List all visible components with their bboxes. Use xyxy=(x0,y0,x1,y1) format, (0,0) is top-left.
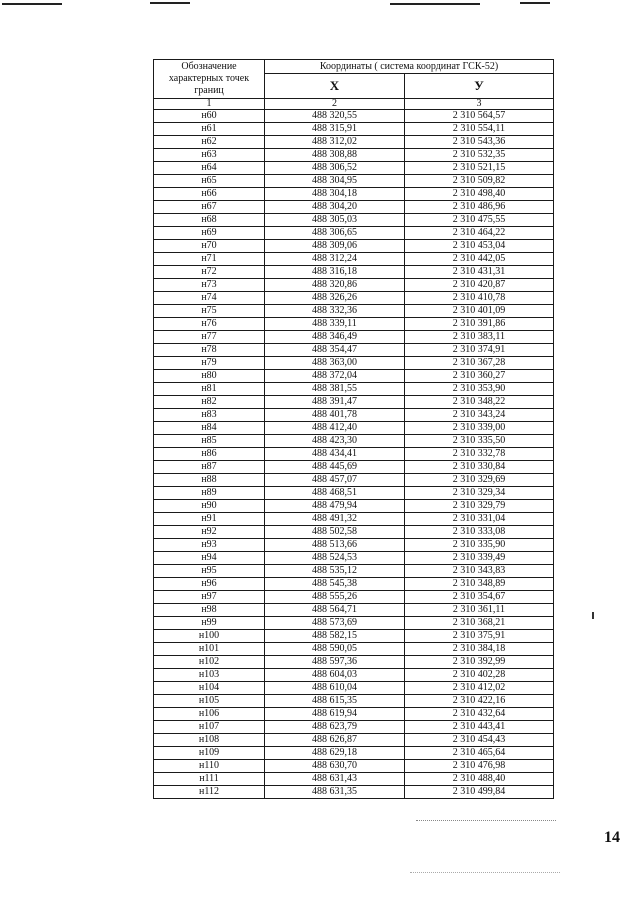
y-coordinate-cell: 2 310 499,84 xyxy=(405,786,554,799)
x-coordinate-cell: 488 309,06 xyxy=(265,240,405,253)
table-row xyxy=(154,240,554,253)
point-designation-cell: н85 xyxy=(154,435,265,448)
table-row xyxy=(154,552,554,565)
y-coordinate-cell: 2 310 442,05 xyxy=(405,253,554,266)
table-row xyxy=(154,526,554,539)
x-coordinate-cell: 488 491,32 xyxy=(265,513,405,526)
coordinates-table-body xyxy=(154,110,554,799)
table-row xyxy=(154,409,554,422)
y-coordinate-cell: 2 310 392,99 xyxy=(405,656,554,669)
y-coordinate-cell: 2 310 453,04 xyxy=(405,240,554,253)
table-row xyxy=(154,656,554,669)
point-designation-cell: н64 xyxy=(154,162,265,175)
y-coordinate-cell: 2 310 353,90 xyxy=(405,383,554,396)
x-coordinate-cell: 488 320,86 xyxy=(265,279,405,292)
point-designation-cell: н72 xyxy=(154,266,265,279)
x-coordinate-cell: 488 332,36 xyxy=(265,305,405,318)
y-coordinate-cell: 2 310 374,91 xyxy=(405,344,554,357)
point-designation-cell: н106 xyxy=(154,708,265,721)
y-coordinate-cell: 2 310 454,43 xyxy=(405,734,554,747)
x-coordinate-cell: 488 623,79 xyxy=(265,721,405,734)
table-row xyxy=(154,383,554,396)
x-coordinate-cell: 488 615,35 xyxy=(265,695,405,708)
x-coordinate-cell: 488 445,69 xyxy=(265,461,405,474)
x-coordinate-cell: 488 513,66 xyxy=(265,539,405,552)
table-row xyxy=(154,539,554,552)
x-coordinate-cell: 488 381,55 xyxy=(265,383,405,396)
y-coordinate-cell: 2 310 431,31 xyxy=(405,266,554,279)
y-coordinate-cell: 2 310 339,00 xyxy=(405,422,554,435)
x-coordinate-cell: 488 631,43 xyxy=(265,773,405,786)
y-coordinate-cell: 2 310 333,08 xyxy=(405,526,554,539)
header-point-designation: Обозначение характерных точек границ xyxy=(154,60,265,99)
x-coordinate-cell: 488 629,18 xyxy=(265,747,405,760)
y-coordinate-cell: 2 310 420,87 xyxy=(405,279,554,292)
table-row xyxy=(154,266,554,279)
table-row xyxy=(154,227,554,240)
table-row xyxy=(154,279,554,292)
y-coordinate-cell: 2 310 335,90 xyxy=(405,539,554,552)
x-coordinate-cell: 488 573,69 xyxy=(265,617,405,630)
y-coordinate-cell: 2 310 368,21 xyxy=(405,617,554,630)
y-coordinate-cell: 2 310 422,16 xyxy=(405,695,554,708)
table-row xyxy=(154,760,554,773)
point-designation-cell: н99 xyxy=(154,617,265,630)
page-number: 14 xyxy=(604,829,620,846)
x-coordinate-cell: 488 610,04 xyxy=(265,682,405,695)
x-coordinate-cell: 488 372,04 xyxy=(265,370,405,383)
table-row xyxy=(154,578,554,591)
y-coordinate-cell: 2 310 335,50 xyxy=(405,435,554,448)
point-designation-cell: н97 xyxy=(154,591,265,604)
x-coordinate-cell: 488 434,41 xyxy=(265,448,405,461)
table-row xyxy=(154,149,554,162)
table-row xyxy=(154,630,554,643)
x-coordinate-cell: 488 304,95 xyxy=(265,175,405,188)
x-coordinate-cell: 488 564,71 xyxy=(265,604,405,617)
y-coordinate-cell: 2 310 412,02 xyxy=(405,682,554,695)
point-designation-cell: н100 xyxy=(154,630,265,643)
scan-speck xyxy=(150,2,190,4)
point-designation-cell: н81 xyxy=(154,383,265,396)
point-designation-cell: н90 xyxy=(154,500,265,513)
point-designation-cell: н66 xyxy=(154,188,265,201)
table-row xyxy=(154,110,554,123)
y-coordinate-cell: 2 310 486,96 xyxy=(405,201,554,214)
table-row xyxy=(154,669,554,682)
table-row xyxy=(154,357,554,370)
point-designation-cell: н91 xyxy=(154,513,265,526)
scan-artifact-top xyxy=(0,0,640,12)
table-row xyxy=(154,643,554,656)
column-number: 3 xyxy=(405,99,554,110)
x-coordinate-cell: 488 304,20 xyxy=(265,201,405,214)
point-designation-cell: н105 xyxy=(154,695,265,708)
x-coordinate-cell: 488 630,70 xyxy=(265,760,405,773)
y-coordinate-cell: 2 310 331,04 xyxy=(405,513,554,526)
table-row xyxy=(154,370,554,383)
table-row xyxy=(154,734,554,747)
point-designation-cell: н86 xyxy=(154,448,265,461)
y-coordinate-cell: 2 310 443,41 xyxy=(405,721,554,734)
y-coordinate-cell: 2 310 543,36 xyxy=(405,136,554,149)
coordinates-table xyxy=(153,59,554,799)
point-designation-cell: н98 xyxy=(154,604,265,617)
table-row xyxy=(154,565,554,578)
point-designation-cell: н61 xyxy=(154,123,265,136)
table-row xyxy=(154,136,554,149)
y-coordinate-cell: 2 310 384,18 xyxy=(405,643,554,656)
x-coordinate-cell: 488 545,38 xyxy=(265,578,405,591)
y-coordinate-cell: 2 310 464,22 xyxy=(405,227,554,240)
point-designation-cell: н78 xyxy=(154,344,265,357)
x-coordinate-cell: 488 363,00 xyxy=(265,357,405,370)
point-designation-cell: н76 xyxy=(154,318,265,331)
scan-speck xyxy=(520,2,550,4)
x-coordinate-cell: 488 535,12 xyxy=(265,565,405,578)
x-coordinate-cell: 488 305,03 xyxy=(265,214,405,227)
point-designation-cell: н107 xyxy=(154,721,265,734)
table-row xyxy=(154,591,554,604)
point-designation-cell: н67 xyxy=(154,201,265,214)
x-coordinate-cell: 488 354,47 xyxy=(265,344,405,357)
table-row xyxy=(154,487,554,500)
table-row xyxy=(154,461,554,474)
x-coordinate-cell: 488 582,15 xyxy=(265,630,405,643)
point-designation-cell: н71 xyxy=(154,253,265,266)
point-designation-cell: н95 xyxy=(154,565,265,578)
point-designation-cell: н70 xyxy=(154,240,265,253)
table-row xyxy=(154,344,554,357)
table-row xyxy=(154,448,554,461)
y-coordinate-cell: 2 310 343,83 xyxy=(405,565,554,578)
table-row xyxy=(154,292,554,305)
table-row xyxy=(154,682,554,695)
point-designation-cell: н84 xyxy=(154,422,265,435)
y-coordinate-cell: 2 310 329,34 xyxy=(405,487,554,500)
y-coordinate-cell: 2 310 488,40 xyxy=(405,773,554,786)
y-coordinate-cell: 2 310 432,64 xyxy=(405,708,554,721)
y-coordinate-cell: 2 310 509,82 xyxy=(405,175,554,188)
table-row xyxy=(154,500,554,513)
y-coordinate-cell: 2 310 465,64 xyxy=(405,747,554,760)
y-coordinate-cell: 2 310 339,49 xyxy=(405,552,554,565)
x-coordinate-cell: 488 604,03 xyxy=(265,669,405,682)
table-row xyxy=(154,474,554,487)
table-row xyxy=(154,162,554,175)
point-designation-cell: н93 xyxy=(154,539,265,552)
x-coordinate-cell: 488 315,91 xyxy=(265,123,405,136)
column-number: 1 xyxy=(154,99,265,110)
table-row xyxy=(154,201,554,214)
table-row xyxy=(154,253,554,266)
point-designation-cell: н73 xyxy=(154,279,265,292)
y-coordinate-cell: 2 310 475,55 xyxy=(405,214,554,227)
x-coordinate-cell: 488 457,07 xyxy=(265,474,405,487)
x-coordinate-cell: 488 468,51 xyxy=(265,487,405,500)
y-coordinate-cell: 2 310 329,79 xyxy=(405,500,554,513)
point-designation-cell: н75 xyxy=(154,305,265,318)
table-row xyxy=(154,422,554,435)
point-designation-cell: н92 xyxy=(154,526,265,539)
point-designation-cell: н108 xyxy=(154,734,265,747)
point-designation-cell: н79 xyxy=(154,357,265,370)
y-coordinate-cell: 2 310 375,91 xyxy=(405,630,554,643)
y-coordinate-cell: 2 310 564,57 xyxy=(405,110,554,123)
y-coordinate-cell: 2 310 348,89 xyxy=(405,578,554,591)
table-row xyxy=(154,604,554,617)
table-row xyxy=(154,773,554,786)
table-row xyxy=(154,331,554,344)
x-coordinate-cell: 488 524,53 xyxy=(265,552,405,565)
scan-artifact-mark xyxy=(592,612,594,619)
x-coordinate-cell: 488 423,30 xyxy=(265,435,405,448)
x-coordinate-cell: 488 339,11 xyxy=(265,318,405,331)
table-row xyxy=(154,747,554,760)
table-row xyxy=(154,396,554,409)
scan-speck xyxy=(2,3,62,5)
point-designation-cell: н60 xyxy=(154,110,265,123)
y-coordinate-cell: 2 310 360,27 xyxy=(405,370,554,383)
y-coordinate-cell: 2 310 476,98 xyxy=(405,760,554,773)
x-coordinate-cell: 488 479,94 xyxy=(265,500,405,513)
x-coordinate-cell: 488 304,18 xyxy=(265,188,405,201)
point-designation-cell: н109 xyxy=(154,747,265,760)
y-coordinate-cell: 2 310 367,28 xyxy=(405,357,554,370)
x-coordinate-cell: 488 346,49 xyxy=(265,331,405,344)
scan-artifact-line xyxy=(410,872,560,873)
x-coordinate-cell: 488 502,58 xyxy=(265,526,405,539)
point-designation-cell: н96 xyxy=(154,578,265,591)
x-coordinate-cell: 488 308,88 xyxy=(265,149,405,162)
y-coordinate-cell: 2 310 498,40 xyxy=(405,188,554,201)
y-coordinate-cell: 2 310 554,11 xyxy=(405,123,554,136)
table-row xyxy=(154,318,554,331)
x-coordinate-cell: 488 391,47 xyxy=(265,396,405,409)
x-coordinate-cell: 488 320,55 xyxy=(265,110,405,123)
y-coordinate-cell: 2 310 329,69 xyxy=(405,474,554,487)
y-coordinate-cell: 2 310 361,11 xyxy=(405,604,554,617)
x-coordinate-cell: 488 401,78 xyxy=(265,409,405,422)
point-designation-cell: н110 xyxy=(154,760,265,773)
header-coordinate-system: Координаты ( система координат ГСК-52) xyxy=(265,60,554,74)
header-y: У xyxy=(405,74,554,99)
point-designation-cell: н101 xyxy=(154,643,265,656)
header-x: X xyxy=(265,74,405,99)
y-coordinate-cell: 2 310 401,09 xyxy=(405,305,554,318)
y-coordinate-cell: 2 310 348,22 xyxy=(405,396,554,409)
point-designation-cell: н111 xyxy=(154,773,265,786)
table-row xyxy=(154,214,554,227)
point-designation-cell: н89 xyxy=(154,487,265,500)
x-coordinate-cell: 488 312,24 xyxy=(265,253,405,266)
y-coordinate-cell: 2 310 332,78 xyxy=(405,448,554,461)
x-coordinate-cell: 488 412,40 xyxy=(265,422,405,435)
y-coordinate-cell: 2 310 354,67 xyxy=(405,591,554,604)
point-designation-cell: н94 xyxy=(154,552,265,565)
x-coordinate-cell: 488 316,18 xyxy=(265,266,405,279)
table-row xyxy=(154,617,554,630)
point-designation-cell: н87 xyxy=(154,461,265,474)
table-row xyxy=(154,513,554,526)
y-coordinate-cell: 2 310 402,28 xyxy=(405,669,554,682)
table-row xyxy=(154,188,554,201)
point-designation-cell: н83 xyxy=(154,409,265,422)
x-coordinate-cell: 488 306,52 xyxy=(265,162,405,175)
point-designation-cell: н80 xyxy=(154,370,265,383)
x-coordinate-cell: 488 597,36 xyxy=(265,656,405,669)
point-designation-cell: н63 xyxy=(154,149,265,162)
y-coordinate-cell: 2 310 521,15 xyxy=(405,162,554,175)
x-coordinate-cell: 488 326,26 xyxy=(265,292,405,305)
y-coordinate-cell: 2 310 391,86 xyxy=(405,318,554,331)
table-row xyxy=(154,708,554,721)
table-row xyxy=(154,721,554,734)
y-coordinate-cell: 2 310 532,35 xyxy=(405,149,554,162)
point-designation-cell: н62 xyxy=(154,136,265,149)
point-designation-cell: н74 xyxy=(154,292,265,305)
point-designation-cell: н88 xyxy=(154,474,265,487)
y-coordinate-cell: 2 310 383,11 xyxy=(405,331,554,344)
point-designation-cell: н102 xyxy=(154,656,265,669)
table-row xyxy=(154,175,554,188)
y-coordinate-cell: 2 310 410,78 xyxy=(405,292,554,305)
x-coordinate-cell: 488 631,35 xyxy=(265,786,405,799)
point-designation-cell: н77 xyxy=(154,331,265,344)
table-row xyxy=(154,123,554,136)
x-coordinate-cell: 488 555,26 xyxy=(265,591,405,604)
point-designation-cell: н82 xyxy=(154,396,265,409)
x-coordinate-cell: 488 626,87 xyxy=(265,734,405,747)
table-row xyxy=(154,435,554,448)
column-number: 2 xyxy=(265,99,405,110)
point-designation-cell: н103 xyxy=(154,669,265,682)
table-row xyxy=(154,305,554,318)
scan-speck xyxy=(390,3,480,5)
table-row xyxy=(154,786,554,799)
x-coordinate-cell: 488 590,05 xyxy=(265,643,405,656)
scan-artifact-dots xyxy=(416,820,556,825)
y-coordinate-cell: 2 310 330,84 xyxy=(405,461,554,474)
point-designation-cell: н104 xyxy=(154,682,265,695)
y-coordinate-cell: 2 310 343,24 xyxy=(405,409,554,422)
point-designation-cell: н68 xyxy=(154,214,265,227)
point-designation-cell: н112 xyxy=(154,786,265,799)
point-designation-cell: н69 xyxy=(154,227,265,240)
x-coordinate-cell: 488 312,02 xyxy=(265,136,405,149)
table-row xyxy=(154,695,554,708)
x-coordinate-cell: 488 306,65 xyxy=(265,227,405,240)
x-coordinate-cell: 488 619,94 xyxy=(265,708,405,721)
point-designation-cell: н65 xyxy=(154,175,265,188)
